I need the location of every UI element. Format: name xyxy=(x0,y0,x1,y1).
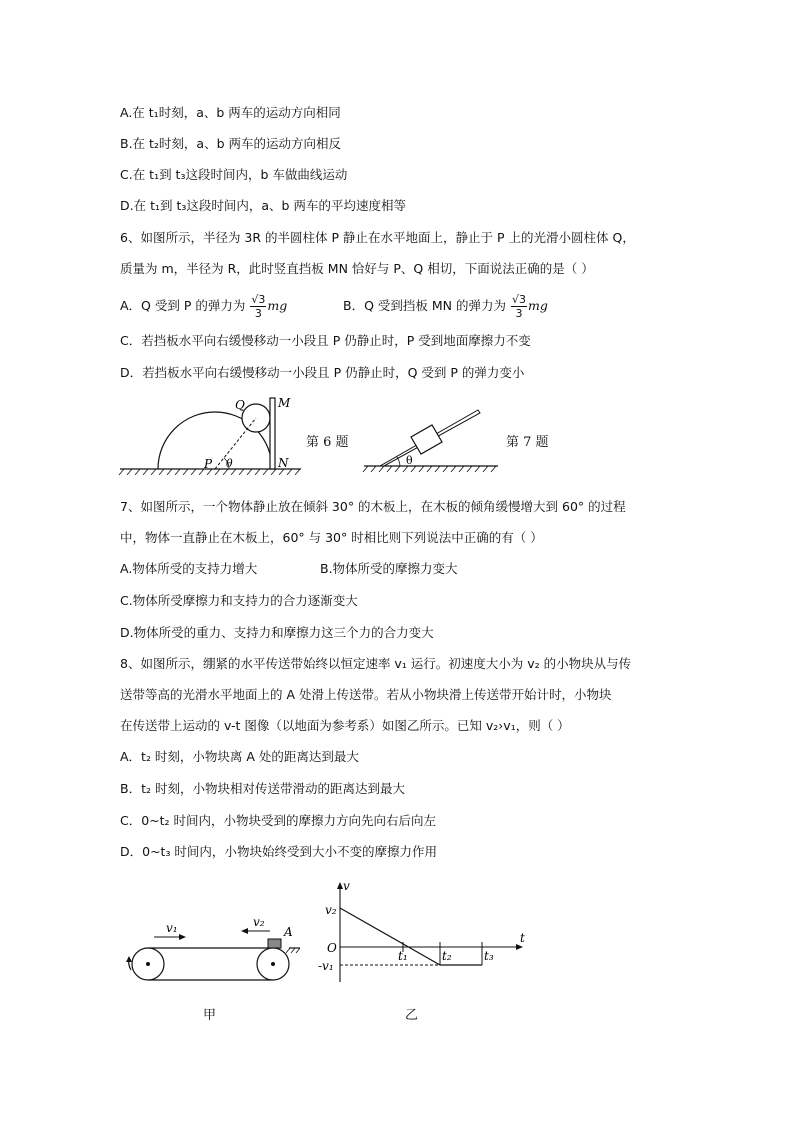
q5-option-c: C.在 t₁到 t₃这段时间内，b 车做曲线运动 xyxy=(120,167,348,182)
q7-option-b: B.物体所受的摩擦力变大 xyxy=(320,561,458,576)
q6-option-a xyxy=(120,290,287,322)
q7-ground-hatching xyxy=(363,466,496,472)
v2-arrow-head-icon xyxy=(241,928,248,934)
q6-stem-line-2: 质量为 m，半径为 R，此时竖直挡板 MN 恰好与 P、Q 相切，下面说法正确的是（ ） xyxy=(120,261,594,276)
q6-figure xyxy=(118,392,303,476)
rotation-arrow-head-icon xyxy=(126,956,132,962)
v1-arrow-head-icon xyxy=(179,934,186,940)
q6-option-a-fraction xyxy=(250,293,266,320)
figure-jia-caption: 甲 xyxy=(203,1008,217,1023)
belt-label-v2: v₂ xyxy=(253,915,265,929)
q8-stem-line-3: 在传送带上运动的 v-t 图像（以地面为参考系）如图乙所示。已知 v₂›v₁，则（ ） xyxy=(120,718,570,733)
vt-label-minus-v1: -v₁ xyxy=(318,959,334,973)
q6-option-a-mg: mg xyxy=(267,298,288,313)
q6-radius-dashed-line xyxy=(215,418,256,469)
ground-hatching xyxy=(286,948,300,953)
q8-option-b: B．t₂ 时刻，小物块相对传送带滑动的距离达到最大 xyxy=(120,781,405,796)
q6-option-b-mg: mg xyxy=(527,298,548,313)
vt-label-origin: O xyxy=(327,941,337,955)
fraction-denominator: 3 xyxy=(254,307,262,320)
q5-option-a: A.在 t₁时刻，a、b 两车的运动方向相同 xyxy=(120,105,341,120)
q7-block xyxy=(411,425,442,454)
small-block xyxy=(268,939,281,948)
q6-figure-caption: 第 6 题 xyxy=(306,435,349,450)
conveyor-right-axle xyxy=(271,962,275,966)
q6-option-b-fraction xyxy=(511,293,527,320)
vt-label-v2: v₂ xyxy=(325,903,337,917)
q7-option-d: D.物体所受的重力、支持力和摩擦力这三个力的合力变大 xyxy=(120,625,434,640)
vt-label-t3: t₃ xyxy=(484,949,494,963)
q7-stem-line-2: 中，物体一直静止在木板上，60° 与 30° 时相比则下列说法中正确的有（ ） xyxy=(120,530,543,545)
q7-option-c: C.物体所受摩擦力和支持力的合力逐渐变大 xyxy=(120,593,358,608)
q6-label-m: M xyxy=(278,396,291,410)
vt-label-v: v xyxy=(343,879,350,893)
q6-label-theta: θ xyxy=(226,457,233,470)
q6-label-q: Q xyxy=(235,398,245,412)
vt-line-decelerate xyxy=(340,908,440,965)
q7-stem-line-1: 7、如图所示，一个物体静止放在倾斜 30° 的木板上，在木板的倾角缓慢增大到 60° 的过程 xyxy=(120,499,626,514)
q6-label-n: N xyxy=(278,456,289,470)
q6-label-p: P xyxy=(204,457,213,471)
q8-stem-line-2: 送带等高的光滑水平地面上的 A 处滑上传送带。若从小物块滑上传送带开始计时，小物块 xyxy=(120,687,612,702)
belt-label-v1: v₁ xyxy=(166,921,178,935)
q6-option-a-text: A．Q 受到 P 的弹力为 xyxy=(120,298,246,313)
q8-conveyor-figure xyxy=(120,912,300,987)
q7-figure-caption: 第 7 题 xyxy=(506,435,549,450)
q6-option-b xyxy=(343,290,548,322)
q8-vt-graph xyxy=(310,878,530,988)
figure-yi-caption: 乙 xyxy=(405,1008,419,1023)
q6-stem-line-1: 6、如图所示，半径为 3R 的半圆柱体 P 静止在水平地面上，静止于 P 上的光滑小圆柱体 Q， xyxy=(120,230,635,245)
vt-label-t1: t₁ xyxy=(398,949,408,963)
q7-figure xyxy=(360,400,502,476)
conveyor-left-axle xyxy=(146,962,150,966)
q7-option-a: A.物体所受的支持力增大 xyxy=(120,561,258,576)
q8-option-c: C．0~t₂ 时间内，小物块受到的摩擦力方向先向右后向左 xyxy=(120,813,437,828)
fraction-numerator: √3 xyxy=(251,293,266,306)
belt-label-a: A xyxy=(284,925,293,939)
q7-label-theta: θ xyxy=(406,454,413,467)
q8-option-a: A．t₂ 时刻，小物块离 A 处的距离达到最大 xyxy=(120,749,359,764)
q6-option-d: D．若挡板水平向右缓慢移动一小段且 P 仍静止时，Q 受到 P 的弹力变小 xyxy=(120,365,525,380)
q6-baffle-mn xyxy=(270,398,275,469)
q5-option-d: D.在 t₁到 t₃这段时间内，a、b 两车的平均速度相等 xyxy=(120,198,406,213)
q6-option-c: C．若挡板水平向右缓慢移动一小段且 P 仍静止时，P 受到地面摩擦力不变 xyxy=(120,333,531,348)
q8-stem-line-1: 8、如图所示，绷紧的水平传送带始终以恒定速率 v₁ 运行。初速度大小为 v₂ 的小物块从与传 xyxy=(120,656,632,671)
q5-option-b: B.在 t₂时刻，a、b 两车的运动方向相反 xyxy=(120,136,342,151)
fraction-numerator: √3 xyxy=(511,293,526,306)
fraction-denominator: 3 xyxy=(515,307,523,320)
vt-label-t: t xyxy=(520,931,525,945)
q6-option-b-text: B．Q 受到挡板 MN 的弹力为 xyxy=(343,298,506,313)
vt-label-t2: t₂ xyxy=(442,949,452,963)
q8-option-d: D．0~t₃ 时间内，小物块始终受到大小不变的摩擦力作用 xyxy=(120,844,437,859)
